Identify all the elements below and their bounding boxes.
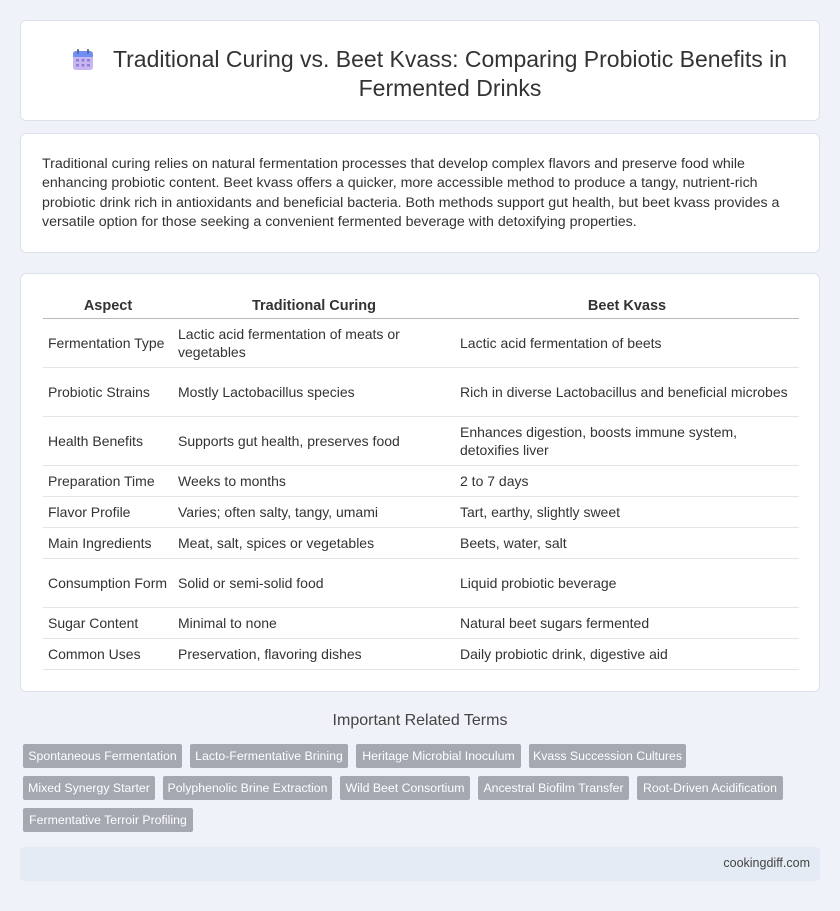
table-cell-kvass: Lactic acid fermentation of beets: [455, 318, 799, 367]
footer: [20, 847, 820, 881]
table-cell-traditional: Supports gut health, preserves food: [173, 416, 455, 465]
table-cell-kvass: Rich in diverse Lactobacillus and beneficial microbes: [455, 367, 799, 416]
table-row: [43, 527, 799, 558]
table-cell-kvass: Natural beet sugars fermented: [455, 607, 799, 638]
table-cell-traditional: Weeks to months: [173, 465, 455, 496]
table-cell-traditional: Meat, salt, spices or vegetables: [173, 527, 455, 558]
term-tag[interactable]: Spontaneous Fermentation: [23, 744, 182, 768]
table-cell-kvass: 2 to 7 days: [455, 465, 799, 496]
term-tag[interactable]: Polyphenolic Brine Extraction: [163, 776, 332, 800]
table-row: [43, 607, 799, 638]
term-tag[interactable]: Lacto-Fermentative Brining: [190, 744, 348, 768]
term-tag[interactable]: Kvass Succession Cultures: [529, 744, 686, 768]
column-header-traditional-curing: Traditional Curing: [173, 295, 455, 318]
table-cell-traditional: Minimal to none: [173, 607, 455, 638]
term-tag[interactable]: Root-Driven Acidification: [637, 776, 783, 800]
table-cell-traditional: Varies; often salty, tangy, umami: [173, 496, 455, 527]
table-cell-aspect: Common Uses: [43, 638, 173, 669]
table-cell-aspect: Sugar Content: [43, 607, 173, 638]
table-row: [43, 318, 799, 367]
comparison-table: [43, 295, 799, 670]
table-cell-kvass: Tart, earthy, slightly sweet: [455, 496, 799, 527]
table-cell-traditional: Mostly Lactobacillus species: [173, 367, 455, 416]
table-cell-kvass: Enhances digestion, boosts immune system, detoxifies liver: [455, 416, 799, 465]
intro-card: [20, 133, 820, 253]
table-cell-aspect: Health Benefits: [43, 416, 173, 465]
table-cell-aspect: Main Ingredients: [43, 527, 173, 558]
intro-text: Traditional curing relies on natural fermentation processes that develop complex flavors and preserve food while enhancing probiotic content. Beet kvass offers a quicker, more accessible method to produce a tangy, nutrient-rich probiotic drink rich in antioxidants and beneficial bacteria. Both methods support gut health, but beet kvass provides a versatile option for those seeking a convenient fermented beverage with detoxifying properties.: [42, 156, 780, 230]
table-row: [43, 416, 799, 465]
header-card: [20, 20, 820, 121]
table-cell-aspect: Fermentation Type: [43, 318, 173, 367]
page-title: Traditional Curing vs. Beet Kvass: Comparing Probiotic Benefits in Fermented Drinks: [112, 46, 788, 101]
table-cell-kvass: Liquid probiotic beverage: [455, 558, 799, 607]
term-tag[interactable]: Heritage Microbial Inoculum: [356, 744, 521, 768]
comparison-card: [20, 273, 820, 692]
term-tag[interactable]: Wild Beet Consortium: [340, 776, 470, 800]
table-cell-traditional: Preservation, flavoring dishes: [173, 638, 455, 669]
footer-site-link[interactable]: cookingdiff.com: [723, 856, 810, 870]
term-tag[interactable]: Ancestral Biofilm Transfer: [478, 776, 629, 800]
table-row: [43, 496, 799, 527]
table-cell-aspect: Preparation Time: [43, 465, 173, 496]
table-row: [43, 465, 799, 496]
related-terms-title: Important Related Terms: [332, 712, 508, 729]
table-cell-kvass: Daily probiotic drink, digestive aid: [455, 638, 799, 669]
table-row: [43, 638, 799, 669]
table-cell-aspect: Flavor Profile: [43, 496, 173, 527]
table-cell-kvass: Beets, water, salt: [455, 527, 799, 558]
table-cell-traditional: Solid or semi-solid food: [173, 558, 455, 607]
table-row: [43, 558, 799, 607]
table-header-row: [43, 295, 799, 318]
table-row: [43, 367, 799, 416]
term-tag[interactable]: Fermentative Terroir Profiling: [23, 808, 193, 832]
table-cell-aspect: Consumption Form: [43, 558, 173, 607]
term-tag[interactable]: Mixed Synergy Starter: [23, 776, 155, 800]
column-header-aspect: Aspect: [43, 295, 173, 318]
column-header-beet-kvass: Beet Kvass: [455, 295, 799, 318]
table-cell-aspect: Probiotic Strains: [43, 367, 173, 416]
table-cell-traditional: Lactic acid fermentation of meats or vegetables: [173, 318, 455, 367]
